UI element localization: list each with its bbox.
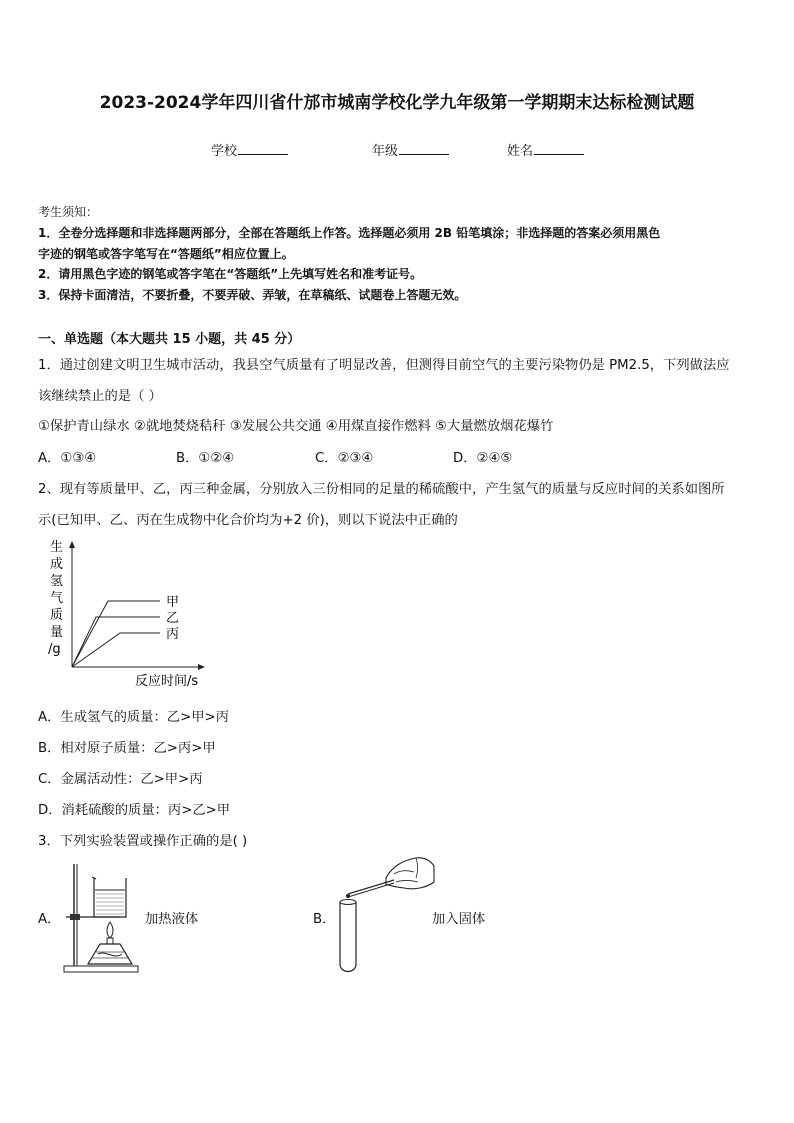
grade-blank [399, 142, 449, 155]
q3-option-a-caption: 加热液体 [145, 912, 199, 927]
hydrogen-mass-chart [40, 535, 240, 690]
grade-field [372, 140, 449, 159]
grade-label: 年级 [372, 144, 399, 159]
q3-stem: 3．下列实验装置或操作正确的是( ) [38, 834, 248, 849]
x-axis-label: 反应时间/s [135, 674, 199, 689]
series-label-丙: 丙 [166, 627, 180, 642]
name-label: 姓名 [507, 144, 534, 159]
heating-liquid-apparatus-illustration [62, 860, 142, 975]
q1-option-a: A．①③④ [38, 451, 97, 466]
series-label-乙: 乙 [166, 611, 180, 626]
name-blank [534, 142, 584, 155]
q2-option-d: D．消耗硫酸的质量：丙>乙>甲 [38, 803, 231, 818]
q2-option-c: C．金属活动性：乙>甲>丙 [38, 772, 203, 787]
x-axis-arrow [198, 664, 205, 670]
q2-option-a: A．生成氢气的质量：乙>甲>丙 [38, 710, 229, 725]
q1-stem-line1: 1．通过创建文明卫生城市活动，我县空气质量有了明显改善，但测得目前空气的主要污染物仍是 PM2.5，下列做法应 [38, 358, 730, 373]
q2-option-b: B．相对原子质量：乙>丙>甲 [38, 741, 216, 756]
notice-item: 1．全卷分选择题和非选择题两部分，全部在答题纸上作答。选择题必须用 2B 铅笔填涂；非选择题的答案必须用黑色 [38, 226, 661, 240]
y-axis-label-char: 生 [50, 540, 64, 555]
y-axis-label-char: /g [48, 642, 61, 657]
y-axis-label-char: 量 [50, 625, 64, 640]
adding-solid-illustration [330, 852, 440, 980]
q3-option-b-letter: B． [313, 912, 336, 927]
q2-stem-line1: 2、现有等质量甲、乙，丙三种金属，分别放入三份相同的足量的稀硫酸中，产生氢气的质量与反应时间的关系如图所 [38, 482, 725, 497]
name-field [507, 140, 584, 159]
y-axis-label-char: 氢 [50, 574, 64, 589]
exam-title: 2023-2024学年四川省什邡市城南学校化学九年级第一学期期末达标检测试题 [99, 93, 695, 113]
school-blank [238, 142, 288, 155]
q3-option-a-letter: A． [38, 912, 61, 927]
section-heading: 一、单选题（本大题共 15 小题，共 45 分） [38, 332, 301, 347]
school-field [211, 140, 288, 159]
q1-stem-line2: 该继续禁止的是（ ） [38, 389, 162, 404]
q1-items: ①保护青山绿水 ②就地焚烧秸秆 ③发展公共交通 ④用煤直接作燃料 ⑤大量燃放烟花爆竹 [38, 419, 554, 434]
y-axis-label-char: 气 [50, 591, 64, 606]
y-axis-label [48, 539, 63, 657]
q1-option-b: B．①②④ [176, 451, 235, 466]
notice-item: 3．保持卡面清洁，不要折叠，不要弄破、弄皱，在草稿纸、试题卷上答题无效。 [38, 288, 467, 302]
notice-item: 字迹的钢笔或答字笔写在“答题纸”相应位置上。 [38, 247, 294, 261]
y-axis-arrow [69, 541, 75, 548]
notice-heading: 考生须知： [38, 205, 99, 219]
y-axis-label-char: 成 [50, 557, 64, 572]
q3-option-b-caption: 加入固体 [432, 912, 486, 927]
q2-stem-line2: 示(已知甲、乙、丙在生成物中化合价均为+2 价)，则以下说法中正确的 [38, 513, 458, 528]
series-line-丙 [72, 633, 160, 667]
notice-item: 2．请用黑色字迹的钢笔或答字笔在“答题纸”上先填写姓名和准考证号。 [38, 267, 423, 281]
series-label-甲: 甲 [166, 595, 180, 610]
y-axis-label-char: 质 [50, 608, 64, 623]
q1-option-d: D．②④⑤ [453, 451, 513, 466]
school-label: 学校 [211, 144, 238, 159]
q1-option-c: C．②③④ [315, 451, 374, 466]
